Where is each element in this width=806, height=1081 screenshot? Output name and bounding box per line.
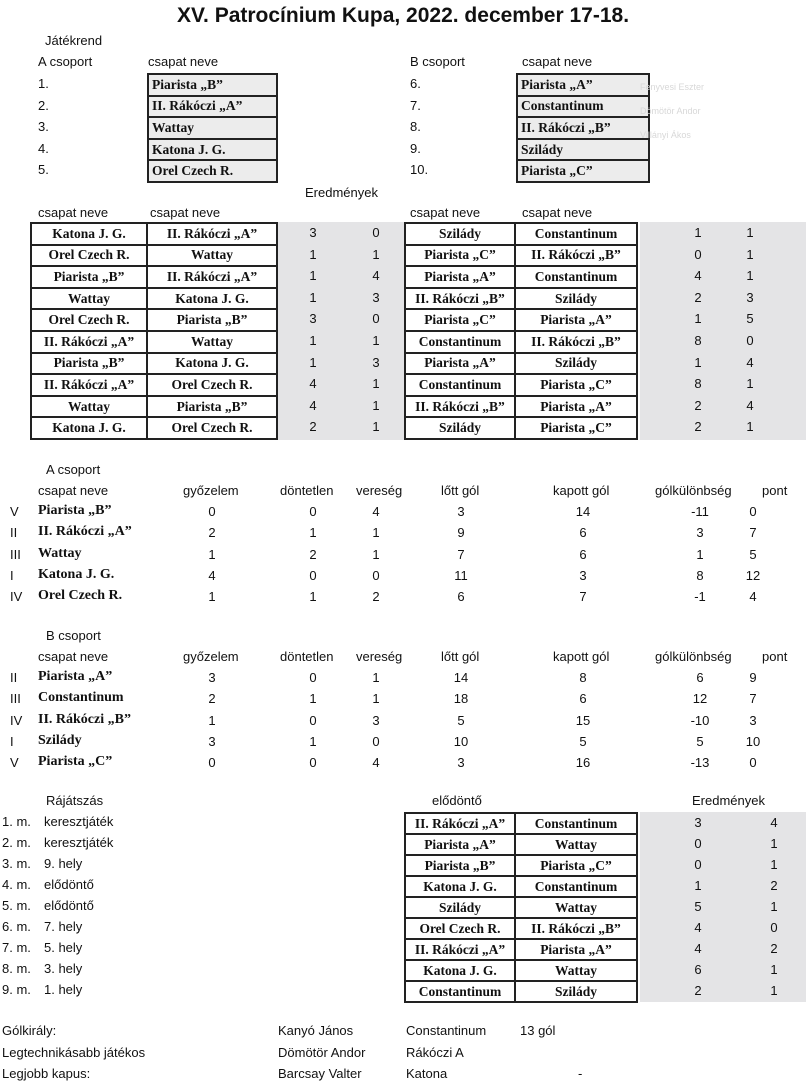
match-away-team: Piarista „C”: [514, 416, 638, 440]
match-score-home: 1: [309, 289, 317, 305]
playoff-match-desc: 5. hely: [44, 940, 83, 955]
playoff-score-home: 6: [694, 962, 702, 977]
match-score-away: 1: [372, 246, 380, 262]
standings-team: Constantinum: [38, 690, 124, 706]
match-home-team: Constantinum: [404, 330, 516, 354]
playoff-away-team: Wattay: [514, 896, 638, 919]
standings-header-w: győzelem: [183, 649, 239, 664]
award-label: Legtechnikásabb játékos: [2, 1044, 146, 1060]
standings-header-team: csapat neve: [38, 649, 109, 664]
award-label: Legjobb kapus:: [2, 1066, 91, 1081]
match-home-team: Katona J. G.: [30, 222, 148, 246]
playoff-score-home: 2: [694, 983, 702, 998]
match-away-team: Constantinum: [514, 222, 638, 246]
match-away-team: Orel Czech R.: [146, 416, 278, 440]
match-score-away: 4: [746, 397, 754, 413]
standings-d: 0: [309, 504, 317, 519]
match-score-away: 0: [372, 311, 380, 327]
playoff-results-label: Eredmények: [692, 793, 765, 808]
standings-d: 0: [309, 567, 317, 583]
match-home-team: Katona J. G.: [30, 416, 148, 440]
standings-gf: 3: [457, 755, 465, 771]
match-home-team: Szilády: [404, 222, 516, 246]
playoff-away-team: Piarista „A”: [514, 938, 638, 961]
standings-w: 2: [208, 525, 216, 541]
standings-ga: 6: [579, 691, 587, 707]
match-score-home: 1: [694, 354, 702, 370]
standings-pts: 10: [745, 733, 761, 749]
playoff-away-team: Piarista „C”: [514, 854, 638, 877]
playoff-home-team: Piarista „A”: [404, 833, 516, 856]
schedule-number: 2.: [38, 97, 49, 113]
schedule-team: II. Rákóczi „A”: [147, 95, 278, 119]
standings-rank: I: [10, 733, 14, 749]
playoff-match-no: 3. m.: [2, 856, 31, 871]
match-away-team: Constantinum: [514, 265, 638, 289]
match-away-team: Katona J. G.: [146, 287, 278, 311]
match-score-home: 2: [309, 419, 317, 435]
match-home-team: II. Rákóczi „B”: [404, 287, 516, 311]
match-home-team: Piarista „B”: [30, 352, 148, 376]
standings-team: II. Rákóczi „B”: [38, 711, 131, 727]
match-away-team: II. Rákóczi „B”: [514, 244, 638, 268]
match-score-home: 0: [694, 246, 702, 262]
playoff-home-team: II. Rákóczi „A”: [404, 938, 516, 961]
schedule-number: 8.: [410, 119, 421, 135]
schedule-number: 9.: [410, 140, 421, 156]
results-col-label: csapat neve: [38, 205, 109, 220]
playoff-match-no: 9. m.: [2, 982, 31, 997]
standings-d: 1: [309, 733, 317, 749]
standings-team: Wattay: [38, 545, 82, 561]
standings-pts: 4: [749, 589, 757, 605]
standings-header-gf: lőtt gól: [441, 649, 480, 664]
match-score-home: 4: [309, 376, 317, 392]
playoff-match-no: 6. m.: [2, 919, 31, 934]
standings-header-team: csapat neve: [38, 483, 109, 498]
standings-team: Piarista „B”: [38, 503, 112, 518]
match-score-home: 1: [309, 354, 317, 370]
match-home-team: Wattay: [30, 395, 148, 419]
standings-team: Szilády: [38, 732, 82, 748]
standings-rank: V: [10, 755, 19, 771]
standings-ga: 14: [575, 504, 591, 519]
match-home-team: Piarista „C”: [404, 244, 516, 268]
match-home-team: Szilády: [404, 416, 516, 440]
match-score-away: 1: [746, 419, 754, 435]
match-away-team: Piarista „C”: [514, 373, 638, 397]
standings-d: 0: [309, 755, 317, 771]
standings-team: Orel Czech R.: [38, 588, 123, 604]
schedule-team: Wattay: [147, 116, 278, 140]
award-extra: -: [578, 1066, 583, 1081]
standings-header-ga: kapott gól: [553, 483, 610, 498]
standings-pts: 7: [749, 525, 757, 541]
match-away-team: Wattay: [146, 244, 278, 268]
match-home-team: Piarista „A”: [404, 265, 516, 289]
group-b-label: B csoport: [410, 54, 465, 69]
standings-l: 1: [372, 670, 380, 685]
results-col-label: csapat neve: [150, 205, 221, 220]
playoff-score-home: 5: [694, 899, 702, 914]
playoff-score-away: 1: [770, 836, 778, 851]
schedule-number: 10.: [410, 162, 429, 178]
standings-group-label: A csoport: [46, 462, 101, 477]
match-score-away: 4: [372, 268, 380, 284]
standings-gd: -10: [690, 712, 710, 728]
match-score-home: 4: [694, 268, 702, 284]
playoff-match-desc: 3. hely: [44, 961, 83, 976]
match-away-team: Piarista „A”: [514, 308, 638, 332]
standings-l: 0: [372, 733, 380, 749]
match-score-away: 1: [372, 419, 380, 435]
page-title: XV. Patrocínium Kupa, 2022. december 17-18.: [176, 4, 630, 27]
standings-rank: IV: [10, 712, 23, 728]
award-team: Constantinum: [406, 1023, 487, 1038]
playoff-heading: Rájátszás: [46, 793, 104, 808]
standings-gd: 1: [696, 546, 704, 562]
match-score-away: 4: [746, 354, 754, 370]
standings-header-w: győzelem: [183, 483, 239, 498]
match-home-team: Orel Czech R.: [30, 308, 148, 332]
playoff-home-team: II. Rákóczi „A”: [404, 812, 516, 835]
schedule-team: Szilády: [516, 138, 650, 162]
group-a-col-label: csapat neve: [148, 54, 219, 69]
standings-header-gd: gólkülönbség: [655, 483, 732, 498]
award-name: Kanyó János: [278, 1023, 354, 1038]
schedule-number: 7.: [410, 97, 421, 113]
playoff-score-away: 0: [770, 920, 778, 935]
standings-l: 0: [372, 567, 380, 583]
standings-w: 2: [208, 691, 216, 707]
standings-d: 2: [309, 546, 317, 562]
match-score-home: 4: [309, 397, 317, 413]
match-away-team: II. Rákóczi „B”: [514, 330, 638, 354]
match-home-team: Piarista „B”: [30, 265, 148, 289]
match-away-team: Wattay: [146, 330, 278, 354]
match-score-away: 3: [372, 289, 380, 305]
playoff-score-away: 2: [770, 878, 778, 893]
standings-w: 4: [208, 567, 216, 583]
match-score-home: 2: [694, 289, 702, 305]
match-score-home: 1: [694, 225, 702, 240]
schedule-number: 5.: [38, 162, 49, 178]
standings-ga: 5: [579, 733, 587, 749]
playoff-score-away: 1: [770, 983, 778, 998]
match-score-away: 5: [746, 311, 754, 327]
standings-header-gf: lőtt gól: [441, 483, 480, 498]
standings-team: Piarista „C”: [38, 754, 113, 770]
playoff-match-desc: 1. hely: [44, 982, 83, 997]
match-score-home: 1: [309, 268, 317, 284]
match-home-team: Wattay: [30, 287, 148, 311]
playoff-match-no: 5. m.: [2, 898, 31, 913]
group-b-col-label: csapat neve: [522, 54, 593, 69]
match-score-away: 1: [746, 268, 754, 284]
standings-ga: 15: [575, 712, 591, 728]
faint-text: Dömötör Andor: [640, 106, 701, 116]
playoff-score-home: 3: [694, 815, 702, 830]
standings-w: 3: [208, 733, 216, 749]
playoff-match-no: 4. m.: [2, 877, 31, 892]
playoff-score-away: 2: [770, 941, 778, 956]
award-extra: 13 gól: [520, 1023, 556, 1038]
standings-gf: 6: [457, 589, 465, 605]
semis-label: elődöntő: [432, 793, 482, 808]
match-score-home: 2: [694, 419, 702, 435]
match-score-away: 3: [746, 289, 754, 305]
standings-w: 3: [208, 670, 216, 685]
schedule-number: 6.: [410, 76, 421, 91]
award-name: Dömötör Andor: [278, 1044, 366, 1060]
playoff-away-team: Constantinum: [514, 875, 638, 898]
standings-pts: 0: [749, 755, 757, 771]
match-score-away: 1: [372, 376, 380, 392]
standings-l: 3: [372, 712, 380, 728]
match-score-away: 1: [746, 246, 754, 262]
match-away-team: Katona J. G.: [146, 352, 278, 376]
standings-header-d: döntetlen: [280, 649, 334, 664]
award-name: Barcsay Valter: [278, 1066, 362, 1081]
match-score-home: 3: [309, 311, 317, 327]
match-score-home: 8: [694, 333, 702, 348]
match-score-away: 1: [746, 376, 754, 392]
match-away-team: II. Rákóczi „A”: [146, 265, 278, 289]
playoff-match-no: 8. m.: [2, 961, 31, 976]
standings-gf: 5: [457, 712, 465, 728]
match-score-away: 1: [372, 397, 380, 413]
standings-rank: III: [10, 691, 21, 707]
standings-pts: 5: [749, 546, 757, 562]
standings-gf: 10: [453, 733, 469, 749]
standings-header-pts: pont: [762, 649, 788, 664]
standings-team: Piarista „A”: [38, 669, 113, 684]
results-right-score-bg: [640, 222, 806, 440]
playoff-away-team: II. Rákóczi „B”: [514, 917, 638, 940]
standings-d: 0: [309, 670, 317, 685]
standings-l: 1: [372, 691, 380, 707]
results-col-label: csapat neve: [522, 205, 593, 220]
standings-team: II. Rákóczi „A”: [38, 524, 132, 540]
match-home-team: Piarista „A”: [404, 352, 516, 376]
standings-gd: 5: [696, 733, 704, 749]
schedule-team: Piarista „C”: [516, 159, 650, 183]
match-score-away: 3: [372, 354, 380, 370]
playoff-score-home: 1: [694, 878, 702, 893]
match-score-home: 1: [309, 333, 317, 348]
standings-gd: -11: [691, 504, 709, 519]
playoff-home-team: Orel Czech R.: [404, 917, 516, 940]
playoff-score-away: 1: [770, 962, 778, 977]
match-away-team: Piarista „B”: [146, 395, 278, 419]
standings-rank: II: [10, 670, 18, 685]
award-team: Katona: [406, 1066, 448, 1081]
schedule-team: Piarista „B”: [147, 73, 278, 97]
standings-pts: 3: [749, 712, 757, 728]
standings-header-pts: pont: [762, 483, 788, 498]
standings-gf: 9: [457, 525, 465, 541]
match-score-away: 1: [372, 333, 380, 348]
match-home-team: II. Rákóczi „B”: [404, 395, 516, 419]
standings-pts: 9: [749, 670, 757, 685]
group-a-label: A csoport: [38, 54, 93, 69]
schedule-team: Katona J. G.: [147, 138, 278, 162]
standings-header-l: vereség: [356, 483, 403, 498]
standings-rank: III: [10, 546, 21, 562]
playoff-home-team: Katona J. G.: [404, 959, 516, 982]
playoff-score-home: 4: [694, 941, 702, 956]
standings-w: 1: [208, 589, 216, 605]
results-heading: Eredmények: [305, 185, 378, 200]
standings-gd: 12: [692, 691, 708, 707]
standings-rank: II: [10, 525, 18, 541]
standings-gf: 3: [457, 504, 465, 519]
schedule-team: Orel Czech R.: [147, 159, 278, 183]
standings-rank: IV: [10, 589, 23, 605]
match-score-home: 2: [694, 397, 702, 413]
standings-ga: 3: [579, 567, 587, 583]
playoff-home-team: Piarista „B”: [404, 854, 516, 877]
playoff-home-team: Szilády: [404, 896, 516, 919]
standings-ga: 6: [579, 546, 587, 562]
playoff-match-desc: 7. hely: [44, 919, 83, 934]
match-home-team: Piarista „C”: [404, 308, 516, 332]
standings-gd: -1: [694, 589, 706, 605]
standings-ga: 6: [579, 525, 587, 541]
standings-group-label: B csoport: [46, 628, 101, 643]
standings-pts: 12: [745, 567, 761, 583]
standings-d: 0: [309, 712, 317, 728]
match-away-team: Piarista „B”: [146, 308, 278, 332]
playoff-match-desc: elődöntő: [44, 898, 94, 913]
match-away-team: Orel Czech R.: [146, 373, 278, 397]
standings-team: Katona J. G.: [38, 566, 115, 582]
playoff-match-no: 1. m.: [2, 814, 31, 829]
playoff-away-team: Wattay: [514, 959, 638, 982]
playoff-score-home: 4: [694, 920, 702, 935]
standings-header-d: döntetlen: [280, 483, 334, 498]
playoff-match-desc: 9. hely: [44, 856, 83, 871]
standings-gd: 8: [696, 567, 704, 583]
match-home-team: Orel Czech R.: [30, 244, 148, 268]
schedule-number: 3.: [38, 119, 49, 135]
standings-pts: 7: [749, 691, 757, 707]
award-team: Rákóczi A: [406, 1044, 464, 1060]
standings-w: 1: [208, 712, 216, 728]
standings-d: 1: [309, 691, 317, 707]
standings-gf: 14: [453, 670, 469, 685]
schedule-team: Constantinum: [516, 95, 650, 119]
standings-gd: 3: [696, 525, 704, 541]
match-away-team: II. Rákóczi „A”: [146, 222, 278, 246]
standings-ga: 8: [579, 670, 587, 685]
playoff-away-team: Constantinum: [514, 812, 638, 835]
standings-gf: 7: [457, 546, 465, 562]
match-home-team: Constantinum: [404, 373, 516, 397]
standings-rank: I: [10, 567, 14, 583]
playoff-score-away: 1: [770, 899, 778, 914]
standings-w: 1: [208, 546, 216, 562]
standings-w: 0: [208, 755, 216, 771]
playoff-home-team: Katona J. G.: [404, 875, 516, 898]
schedule-number: 4.: [38, 140, 49, 156]
standings-header-l: vereség: [356, 649, 403, 664]
schedule-team: Piarista „A”: [516, 73, 650, 97]
match-score-away: 0: [746, 333, 754, 348]
match-home-team: II. Rákóczi „A”: [30, 330, 148, 354]
playoff-away-team: Szilády: [514, 980, 638, 1003]
faint-text: Fenyvesi Eszter: [640, 82, 705, 92]
match-score-home: 1: [694, 311, 702, 327]
standings-header-gd: gólkülönbség: [655, 649, 732, 664]
playoff-score-away: 4: [770, 815, 778, 830]
standings-l: 4: [372, 504, 380, 519]
standings-l: 1: [372, 525, 380, 541]
match-away-team: Piarista „A”: [514, 395, 638, 419]
playoff-score-home: 0: [694, 857, 702, 872]
standings-l: 4: [372, 755, 380, 771]
match-away-team: Szilády: [514, 287, 638, 311]
playoff-home-team: Constantinum: [404, 980, 516, 1003]
standings-gf: 18: [453, 691, 469, 707]
schedule-number: 1.: [38, 76, 49, 91]
match-score-away: 1: [746, 225, 754, 240]
match-score-home: 3: [309, 225, 317, 240]
match-away-team: Szilády: [514, 352, 638, 376]
playoff-match-no: 2. m.: [2, 835, 31, 850]
match-score-home: 8: [694, 376, 702, 392]
standings-l: 2: [372, 589, 380, 605]
award-label: Gólkirály:: [2, 1023, 57, 1038]
playoff-score-away: 1: [770, 857, 778, 872]
playoff-match-desc: keresztjáték: [44, 835, 114, 850]
schedule-heading: Játékrend: [45, 33, 103, 48]
playoff-away-team: Wattay: [514, 833, 638, 856]
standings-ga: 16: [575, 755, 591, 771]
standings-gf: 11: [454, 567, 468, 583]
faint-text: Villányi Ákos: [640, 130, 691, 140]
standings-gd: -13: [690, 755, 710, 771]
match-home-team: II. Rákóczi „A”: [30, 373, 148, 397]
playoff-match-desc: elődöntő: [44, 877, 94, 892]
standings-rank: V: [10, 504, 19, 519]
playoff-score-home: 0: [694, 836, 702, 851]
standings-d: 1: [309, 525, 317, 541]
match-score-away: 0: [372, 225, 380, 240]
results-col-label: csapat neve: [410, 205, 481, 220]
standings-d: 1: [309, 589, 317, 605]
playoff-match-no: 7. m.: [2, 940, 31, 955]
playoff-match-desc: keresztjáték: [44, 814, 114, 829]
standings-pts: 0: [749, 504, 757, 519]
standings-l: 1: [372, 546, 380, 562]
standings-ga: 7: [579, 589, 587, 605]
standings-w: 0: [208, 504, 216, 519]
standings-header-ga: kapott gól: [553, 649, 610, 664]
schedule-team: II. Rákóczi „B”: [516, 116, 650, 140]
match-score-home: 1: [309, 246, 317, 262]
standings-gd: 6: [696, 670, 704, 685]
